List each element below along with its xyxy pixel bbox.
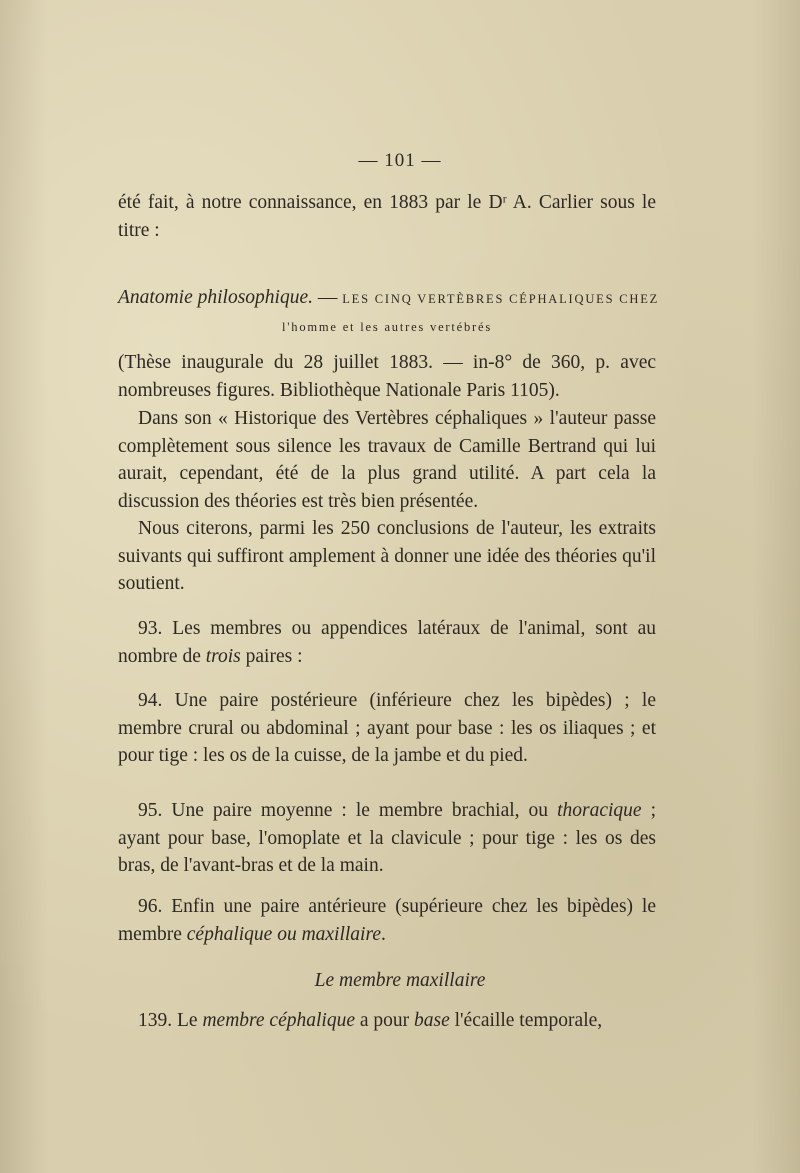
paragraph-95: 95. Une paire moyenne : le membre brachial, ou thoracique ; ayant pour base, l'omoplate et la clavicule ; pour tige : les os des bras, de l'avant-bras et de la main. (118, 800, 656, 876)
paragraph-94: 94. Une paire postérieure (inférieure chez les bipèdes) ; le membre crural ou abdominal ; ayant pour base : les os iliaques ; et pour tige : les os de la cuisse, de la jambe et du pied. (118, 690, 656, 766)
historique-paragraph: Dans son « Historique des Vertèbres céphaliques » l'auteur passe complètement sous silence les travaux de Camille Bertrand qui lui aurait, cependant, été de la plus grand utilité. A part cela la discussion des théories est très bien présentée. (118, 408, 656, 512)
intro-paragraph: été fait, à notre connaissance, en 1883 par le Dʳ A. Carlier sous le titre : (118, 192, 656, 241)
paragraph-93: 93. Les membres ou appendices latéraux de l'animal, sont au nombre de trois paires : (118, 618, 656, 667)
title-dash: — (312, 287, 343, 308)
title-smallcaps-line1: LES CINQ VERTÈBRES CÉPHALIQUES CHEZ (342, 292, 660, 306)
paragraph-139: 139. Le membre céphalique a pour base l'écaille temporale, (138, 1010, 603, 1031)
cited-title (118, 284, 660, 341)
conclusions-paragraph: Nous citerons, parmi les 250 conclusions de l'auteur, les extraits suivants qui suffiront amplement à donner une idée des théories qu'il soutient. (118, 518, 656, 594)
section-subheading: Le membre maxillaire (314, 970, 486, 991)
title-italic: Anatomie philosophique. (118, 287, 313, 308)
title-smallcaps-line2: l'homme et les autres vertébrés (281, 320, 493, 334)
thesis-reference: (Thèse inaugurale du 28 juillet 1883. — in-8° de 360, p. avec nombreuses figures. Bibliothèque Nationale Paris 1105). (118, 352, 656, 401)
paragraph-96: 96. Enfin une paire antérieure (supérieure chez les bipèdes) le membre céphalique ou maxillaire. (118, 896, 656, 945)
page-number: — 101 — (358, 150, 442, 171)
